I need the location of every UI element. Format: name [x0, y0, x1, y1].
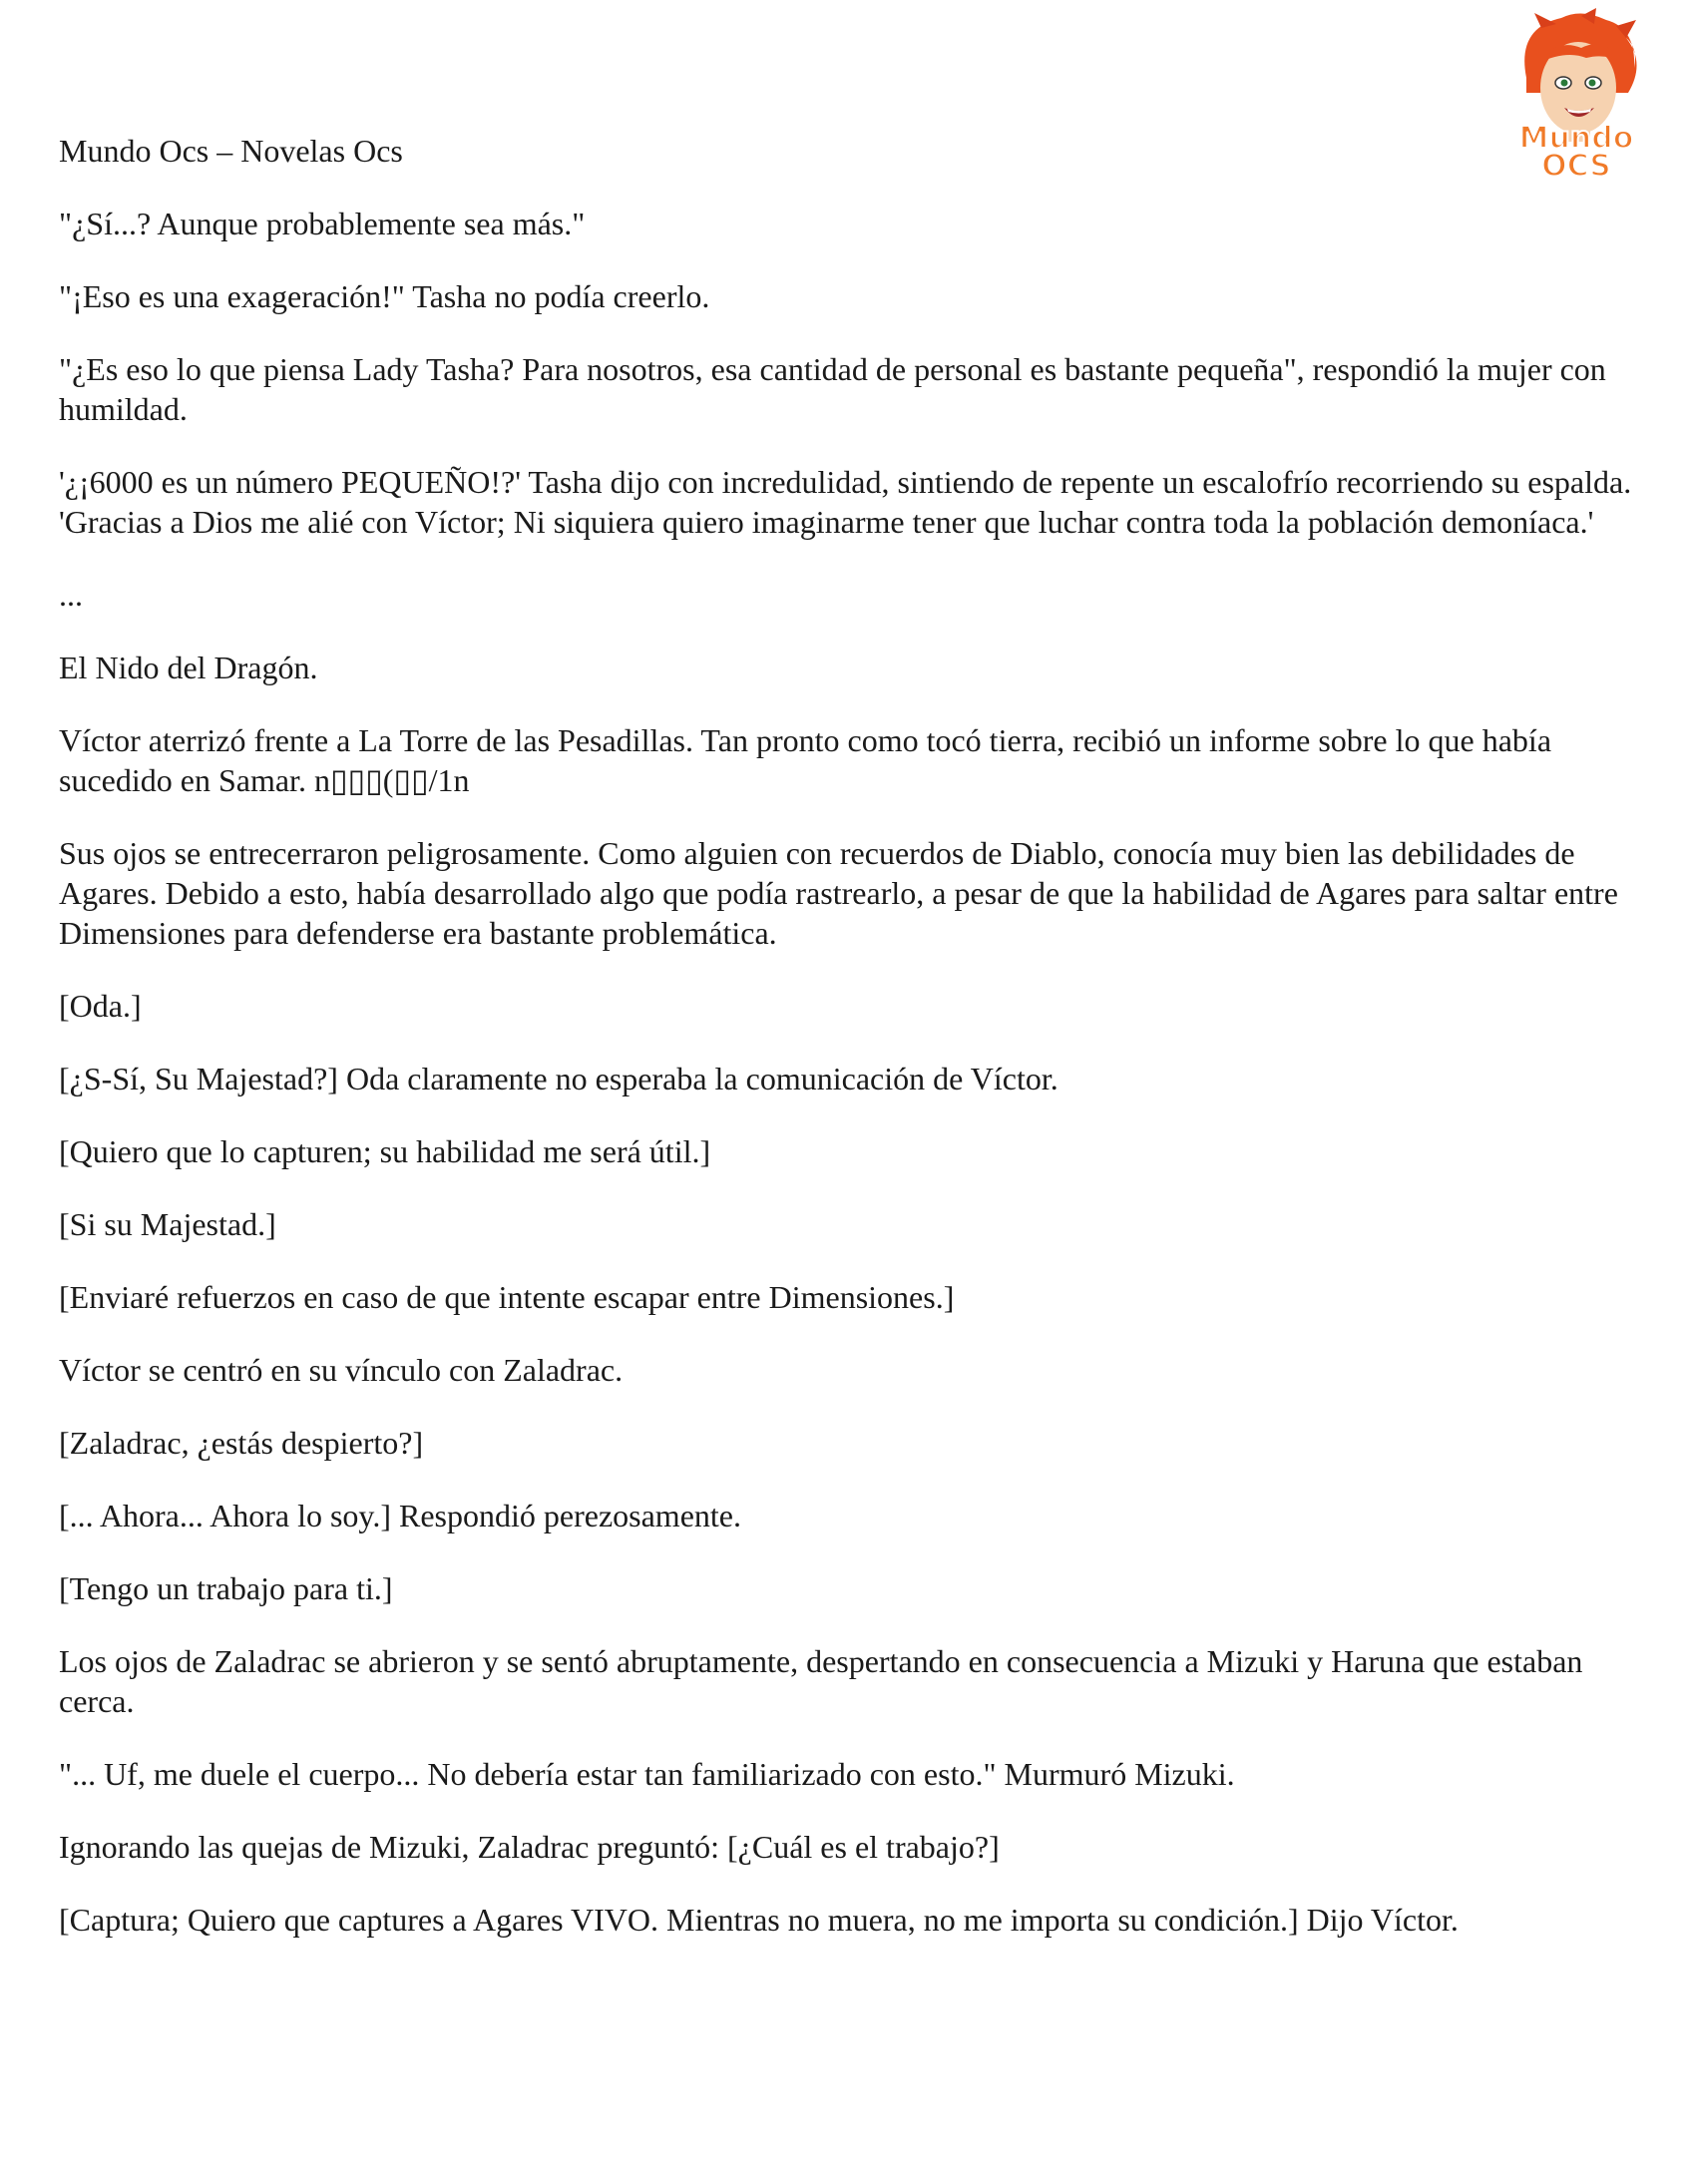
paragraph: "¡Eso es una exageración!" Tasha no podía creerlo.: [59, 278, 710, 314]
paragraph: [Zaladrac, ¿estás despierto?]: [59, 1425, 424, 1461]
paragraph: Víctor se centró en su vínculo con Zaladrac.: [59, 1352, 624, 1388]
paragraph: Víctor aterrizó frente a La Torre de las Pesadillas. Tan pronto como tocó tierra, recibió un informe sobre lo que había sucedido en Samar. n▯▯▯(▯▯/1n: [59, 722, 1552, 798]
paragraph: [Tengo un trabajo para ti.]: [59, 1570, 393, 1606]
paragraph: [... Ahora... Ahora lo soy.] Respondió perezosamente.: [59, 1498, 741, 1533]
logo-text-mundo: Mundo: [1518, 121, 1634, 156]
paragraph: "¿Es eso lo que piensa Lady Tasha? Para nosotros, esa cantidad de personal es bastante pequeña", respondió la mujer con humildad.: [59, 351, 1606, 427]
paragraph: [Si su Majestad.]: [59, 1206, 276, 1242]
paragraph: Ignorando las quejas de Mizuki, Zaladrac preguntó: [¿Cuál es el trabajo?]: [59, 1829, 1000, 1865]
document-header: Mundo Ocs – Novelas Ocs: [59, 133, 403, 169]
paragraph: ...: [59, 577, 83, 613]
paragraph: "¿Sí...? Aunque probablemente sea más.": [59, 206, 586, 241]
paragraph: [Captura; Quiero que captures a Agares VIVO. Mientras no muera, no me importa su condición.] Dijo Víctor.: [59, 1902, 1459, 1938]
paragraph: Sus ojos se entrecerraron peligrosamente. Como alguien con recuerdos de Diablo, conocía muy bien las debilidades de Agares. Debido a esto, había desarrollado algo que podía rastrearlo, a pesar de que la habilidad de Agares para saltar entre Dimensiones para defenderse era bastante problemática.: [59, 835, 1618, 951]
paragraph: Los ojos de Zaladrac se abrieron y se sentó abruptamente, despertando en consecuencia a Mizuki y Haruna que estaban cerca.: [59, 1643, 1583, 1719]
logo-text-ocs: OCS: [1541, 149, 1611, 183]
paragraph: "... Uf, me duele el cuerpo... No debería estar tan familiarizado con esto." Murmuró Mizuki.: [59, 1756, 1235, 1792]
paragraph: [Oda.]: [59, 988, 142, 1024]
document-body: [59, 204, 1645, 1972]
paragraph: [¿S-Sí, Su Majestad?] Oda claramente no esperaba la comunicación de Víctor.: [59, 1061, 1058, 1096]
paragraph: [Quiero que lo capturen; su habilidad me será útil.]: [59, 1133, 711, 1169]
paragraph: [Enviaré refuerzos en caso de que intente escapar entre Dimensiones.]: [59, 1279, 955, 1315]
paragraph: '¿¡6000 es un número PEQUEÑO!?' Tasha dijo con incredulidad, sintiendo de repente un escalofrío recorriendo su espalda. 'Gracias a Dios me alié con Víctor; Ni siquiera quiero imaginarme tener que luchar contra toda la población demoníaca.': [59, 464, 1632, 540]
paragraph: El Nido del Dragón.: [59, 650, 318, 685]
mundo-ocs-logo: [1486, 8, 1666, 183]
